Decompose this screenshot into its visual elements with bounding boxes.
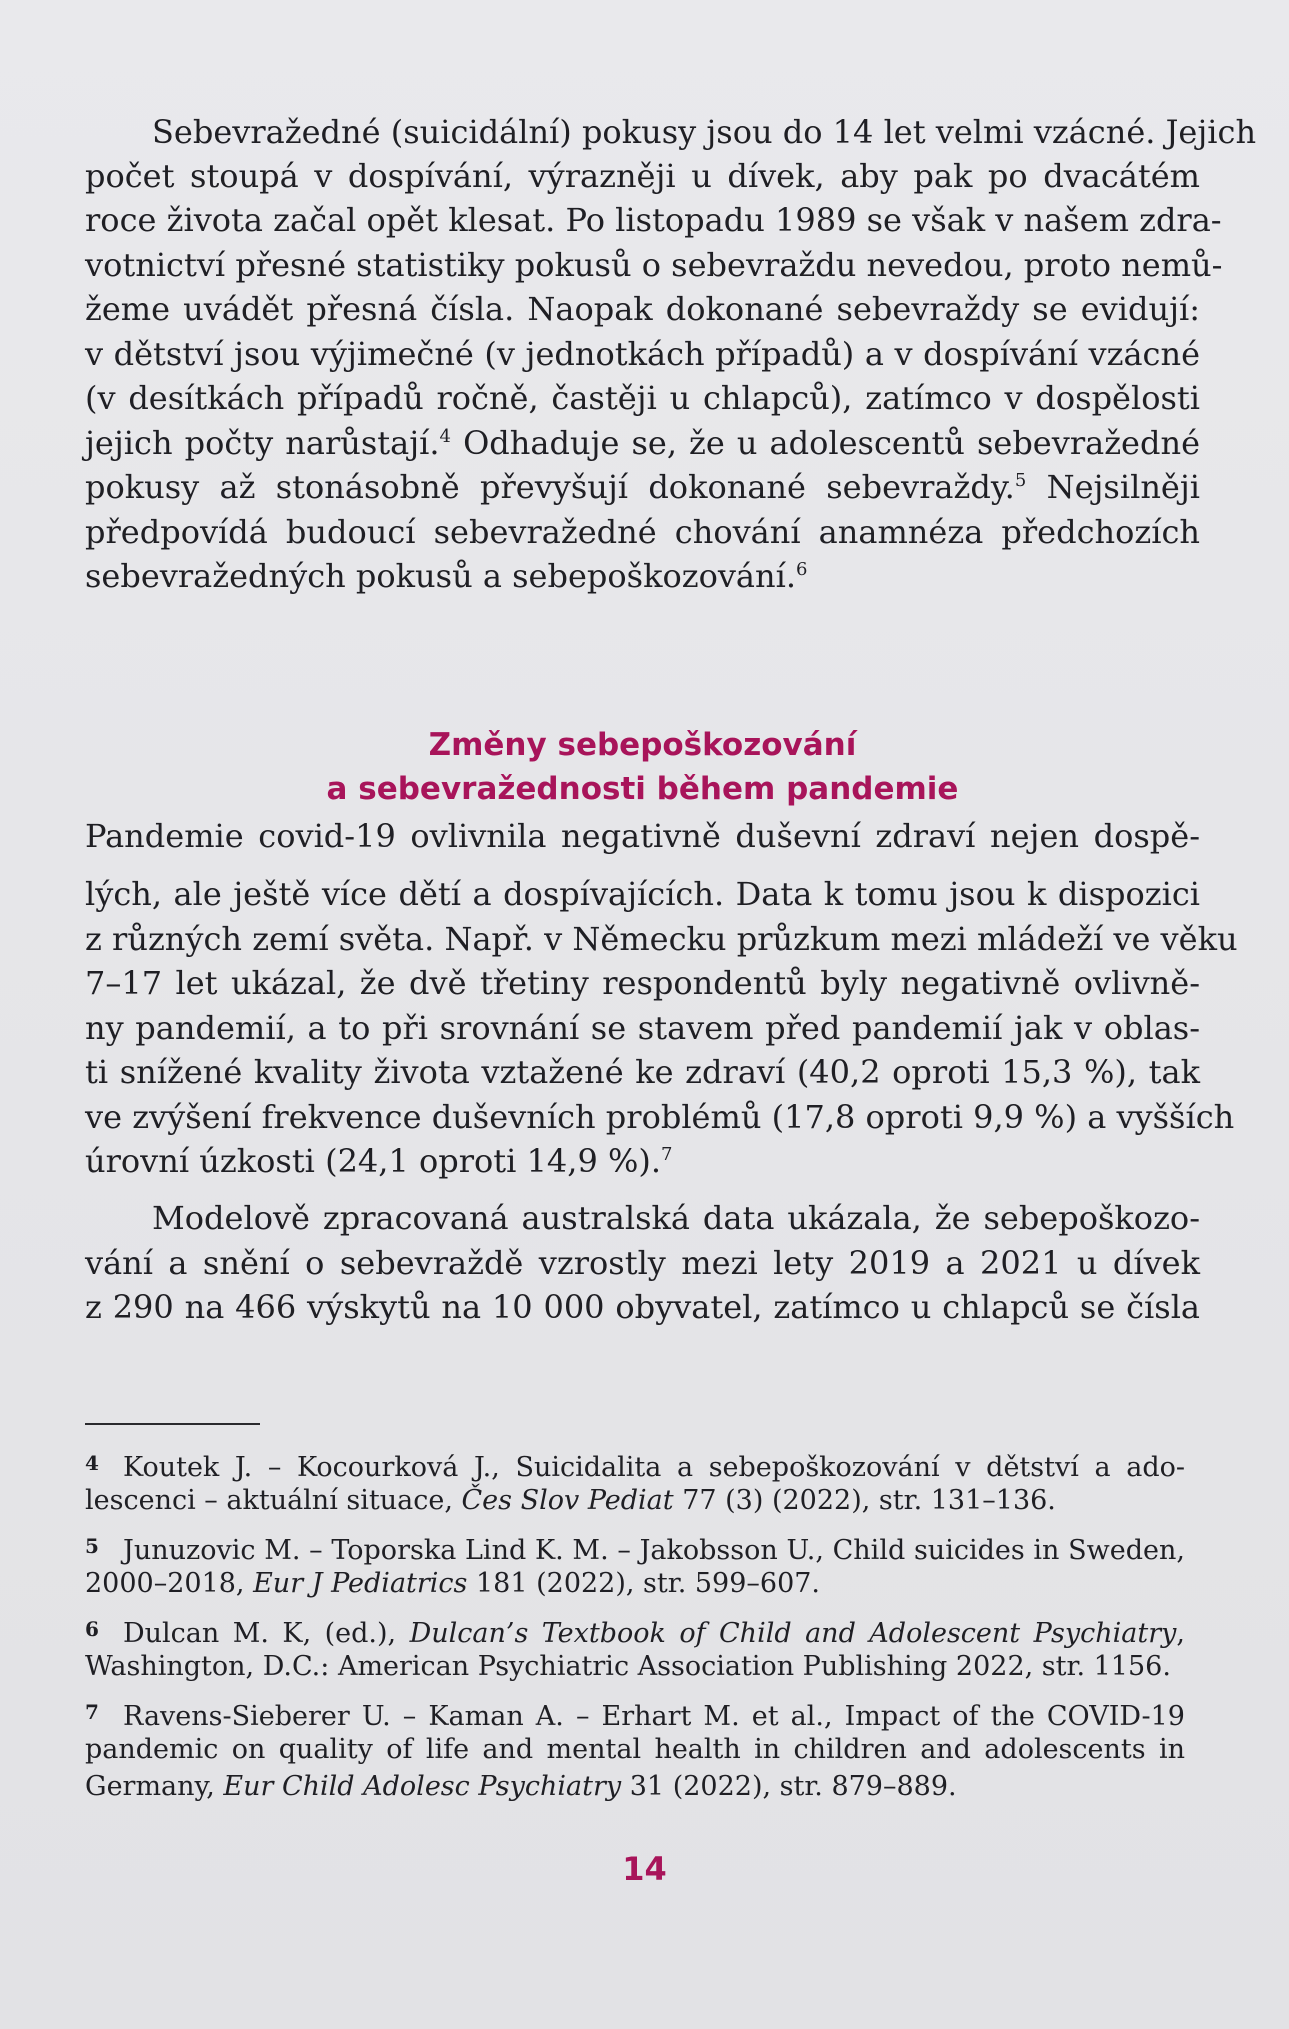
footnote-text: pandemic on quality of life and mental health in children and adolescents in: [85, 1734, 1185, 1765]
footnote-text: Dulcan M. K, (ed.),: [123, 1618, 410, 1649]
text-fragment: Odhaduje se, že u adolescentů sebevražedné: [463, 424, 1201, 462]
book-title: Dulcan’s Textbook of Child and Adolescent Psychiatry: [409, 1618, 1177, 1649]
text-fragment: jejich počty narůstají.: [85, 424, 440, 462]
footnote-6: [85, 1612, 1185, 1651]
text-line: [85, 555, 1200, 597]
footnote-text: 181 (2022), str. 599–607.: [467, 1568, 821, 1599]
text-line: v dětství jsou výjimečné (v jednotkách případů) a v dospívání vzácné: [85, 335, 1200, 373]
text-line: [85, 466, 1200, 508]
text-line: ve zvýšení frekvence duševních problémů (17,8 oproti 9,9 %) a vyšších: [85, 1098, 1235, 1136]
footnote-ref: 7: [661, 1144, 673, 1165]
text-fragment: pokusy až stonásobně převyšují dokonané sebevraždy.: [85, 468, 1015, 506]
page-number: 14: [622, 1850, 667, 1888]
text-fragment: sebevražedných pokusů a sebepoškozování.: [85, 557, 797, 595]
footnote-text: 77 (3) (2022), str. 131–136.: [673, 1485, 1056, 1516]
footnote-text: ,: [1176, 1618, 1186, 1649]
footnote-text: 31 (2022), str. 879–889.: [621, 1771, 957, 1802]
footnote-number: 4: [85, 1451, 99, 1475]
text-line: roce života začal opět klesat. Po listopadu 1989 se však v našem zdra-: [85, 201, 1222, 239]
footnote-number: 5: [85, 1534, 99, 1558]
text-line: [85, 1140, 1200, 1182]
footnote-text: Germany,: [85, 1771, 224, 1802]
footnote-text: Koutek J. – Kocourková J., Suicidalita a sebepoškozování v dětství a ado-: [123, 1452, 1185, 1483]
text-line: počet stoupá v dospívání, výrazněji u dívek, aby pak po dvacátém: [85, 157, 1200, 195]
text-line: Modelově zpracovaná australská data ukázala, že sebepoškozo-: [152, 1199, 1200, 1237]
footnote-text: lescenci – aktuální situace,: [85, 1485, 462, 1516]
journal-title: Eur J Pediatrics: [253, 1568, 468, 1599]
section-heading: Změny sebepoškozování: [428, 727, 857, 763]
text-line: Pandemie covid-19 ovlivnila negativně duševní zdraví nejen dospě-: [85, 817, 1200, 855]
footnote-text: Washington, D.C.: American Psychiatric Association Publishing 2022, str. 1156.: [85, 1651, 1171, 1682]
footnote-5-cont: [85, 1566, 1185, 1601]
text-line: (v desítkách případů ročně, častěji u chlapců), zatímco v dospělosti: [85, 379, 1200, 417]
footnote-5: [85, 1529, 1185, 1568]
footnote-4: [85, 1446, 1185, 1485]
footnote-6-cont: [85, 1649, 1185, 1684]
footnote-7-cont: [85, 1732, 1185, 1767]
footnote-4-cont: [85, 1483, 1185, 1518]
footnote-text: 2000–2018,: [85, 1568, 254, 1599]
footnote-text: Ravens-Sieberer U. – Kaman A. – Erhart M. et al., Impact of the COVID-19: [123, 1701, 1185, 1732]
text-line: ny pandemií, a to při srovnání se stavem před pandemií jak v oblas-: [85, 1009, 1200, 1047]
footnote-ref: 6: [796, 559, 808, 580]
footnote-divider: [85, 1423, 260, 1425]
text-line: votnictví přesné statistiky pokusů o sebevraždu nevedou, proto nemů-: [85, 246, 1223, 284]
footnote-number: 7: [85, 1700, 99, 1724]
footnote-text: Junuzovic M. – Toporska Lind K. M. – Jakobsson U., Child suicides in Sweden,: [123, 1535, 1185, 1566]
footnote-number: 6: [85, 1617, 99, 1641]
text-fragment: úrovní úzkosti (24,1 oproti 14,9 %).: [85, 1142, 662, 1180]
footnote-7: [85, 1695, 1185, 1734]
text-line: 7–17 let ukázal, že dvě třetiny respondentů byly negativně ovlivně-: [85, 964, 1200, 1002]
footnote-7-cont: [85, 1769, 1185, 1804]
text-line: vání a snění o sebevraždě vzrostly mezi lety 2019 a 2021 u dívek: [85, 1244, 1200, 1282]
journal-title: Čes Slov Pediat: [461, 1485, 674, 1516]
journal-title: Eur Child Adolesc Psychiatry: [223, 1771, 622, 1802]
text-line: Sebevražedné (suicidální) pokusy jsou do 14 let velmi vzácné. Jejich: [152, 113, 1257, 151]
text-line: žeme uvádět přesná čísla. Naopak dokonané sebevraždy se evidují:: [85, 290, 1200, 328]
text-line: předpovídá budoucí sebevražedné chování anamnéza předchozích: [85, 513, 1200, 551]
section-heading: a sebevražednosti během pandemie: [326, 771, 959, 807]
text-line: lých, ale ještě více dětí a dospívajících. Data k tomu jsou k dispozici: [85, 875, 1200, 913]
text-line: z 290 na 466 výskytů na 10 000 obyvatel, zatímco u chlapců se čísla: [85, 1288, 1200, 1326]
text-line: ti snížené kvality života vztažené ke zdraví (40,2 oproti 15,3 %), tak: [85, 1053, 1200, 1091]
text-line: [85, 422, 1200, 464]
footnote-ref: 4: [439, 426, 451, 447]
text-line: z různých zemí světa. Např. v Německu průzkum mezi mládeží ve věku: [85, 920, 1238, 958]
footnote-ref: 5: [1014, 470, 1027, 491]
text-fragment: Nejsilněji: [1046, 468, 1201, 506]
